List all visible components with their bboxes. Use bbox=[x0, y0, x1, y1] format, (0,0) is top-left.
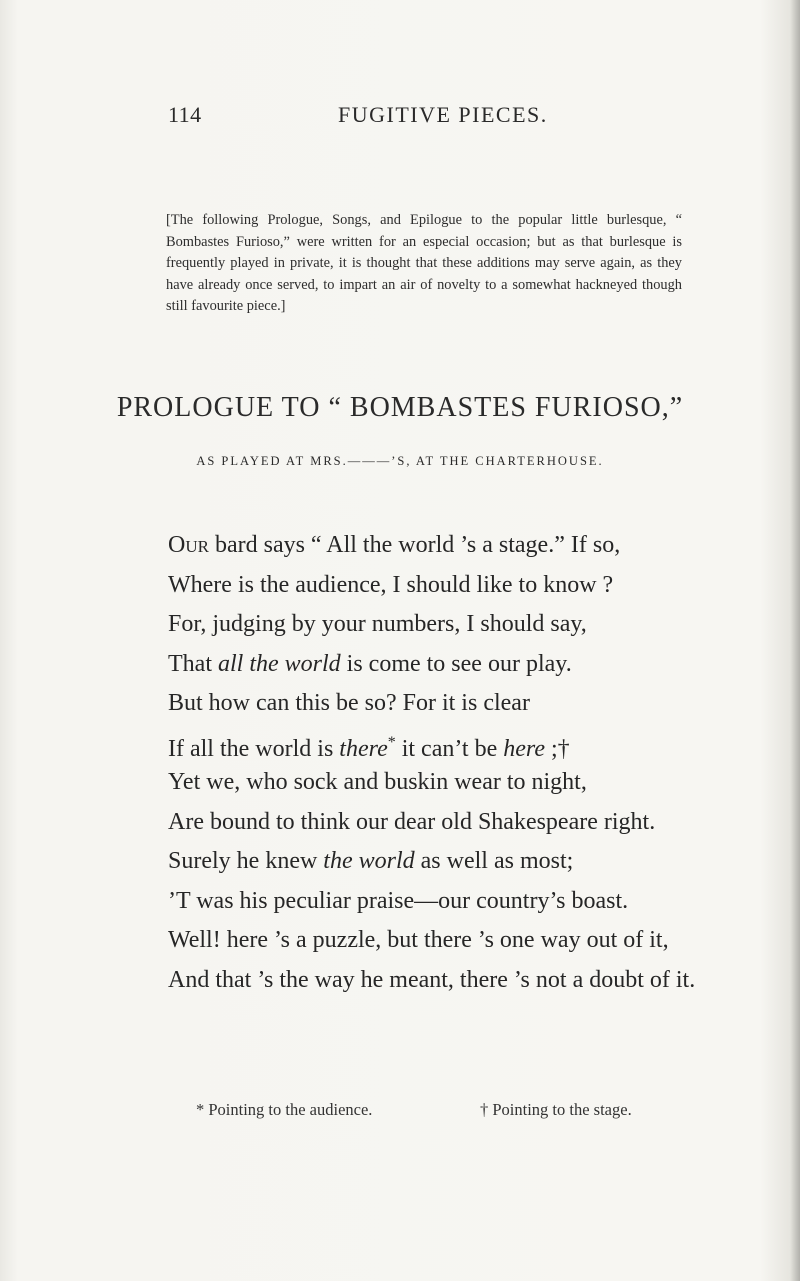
footnote-stage: † Pointing to the stage. bbox=[480, 1100, 632, 1119]
line-text: bard says “ All the world ’s a stage.” If so, bbox=[208, 532, 621, 558]
poem-line-5: But how can this be so? For it is clear bbox=[168, 690, 530, 716]
page-edge-shadow bbox=[790, 0, 800, 1281]
line-text: That bbox=[168, 650, 218, 677]
poem-line-11: Well! here ’s a puzzle, but there ’s one way out of it, bbox=[168, 927, 669, 953]
running-title: FUGITIVE PIECES. bbox=[338, 102, 548, 127]
poem-subtitle: AS PLAYED AT MRS.———’S, AT THE CHARTERHOUSE. bbox=[196, 454, 604, 468]
italic-phrase: all the world bbox=[217, 650, 341, 677]
italic-phrase: the world bbox=[323, 848, 415, 874]
running-head bbox=[0, 100, 800, 130]
poem-line-6 bbox=[168, 728, 708, 768]
poem-line-1 bbox=[168, 530, 708, 570]
line-text: it can’t be bbox=[395, 735, 504, 762]
line-text: is come to see our play. bbox=[340, 650, 572, 677]
poem-line-8: Are bound to think our dear old Shakespeare right. bbox=[168, 808, 656, 835]
poem-line-10: ’T was his peculiar praise—our country’s boast. bbox=[168, 887, 629, 914]
poem-body bbox=[168, 530, 708, 1004]
line-text: ;† bbox=[545, 735, 570, 762]
drop-word: Our bbox=[168, 532, 209, 558]
page-number: 114 bbox=[168, 102, 202, 127]
line-text: If all the world is bbox=[168, 735, 340, 762]
footnote-mark: * bbox=[387, 733, 396, 751]
poem-line-4 bbox=[168, 649, 708, 689]
line-text: as well as most; bbox=[414, 848, 574, 874]
intro-note: [The following Prologue, Songs, and Epilogue to the popular little burlesque, “ Bombastes Furioso,” were written for an especial occasion; but as that burlesque is frequently played in private, it is thought that these additions may serve again, as they have already once served, to impart an air of novelty to a somewhat hackneyed though still favourite piece.] bbox=[166, 212, 682, 314]
poem-line-7: Yet we, who sock and buskin wear to night, bbox=[168, 769, 587, 795]
poem-title: PROLOGUE TO “ BOMBASTES FURIOSO,” bbox=[116, 392, 684, 423]
poem-line-2: Where is the audience, I should like to know ? bbox=[168, 571, 614, 598]
poem-line-9 bbox=[168, 846, 708, 886]
italic-phrase: there bbox=[339, 735, 388, 762]
line-text: Surely he knew bbox=[168, 848, 324, 874]
footnote-audience: * Pointing to the audience. bbox=[196, 1100, 373, 1119]
poem-line-12: And that ’s the way he meant, there ’s not a doubt of it. bbox=[168, 966, 696, 993]
italic-phrase: here bbox=[503, 735, 546, 762]
poem-line-3: For, judging by your numbers, I should say, bbox=[168, 611, 587, 637]
